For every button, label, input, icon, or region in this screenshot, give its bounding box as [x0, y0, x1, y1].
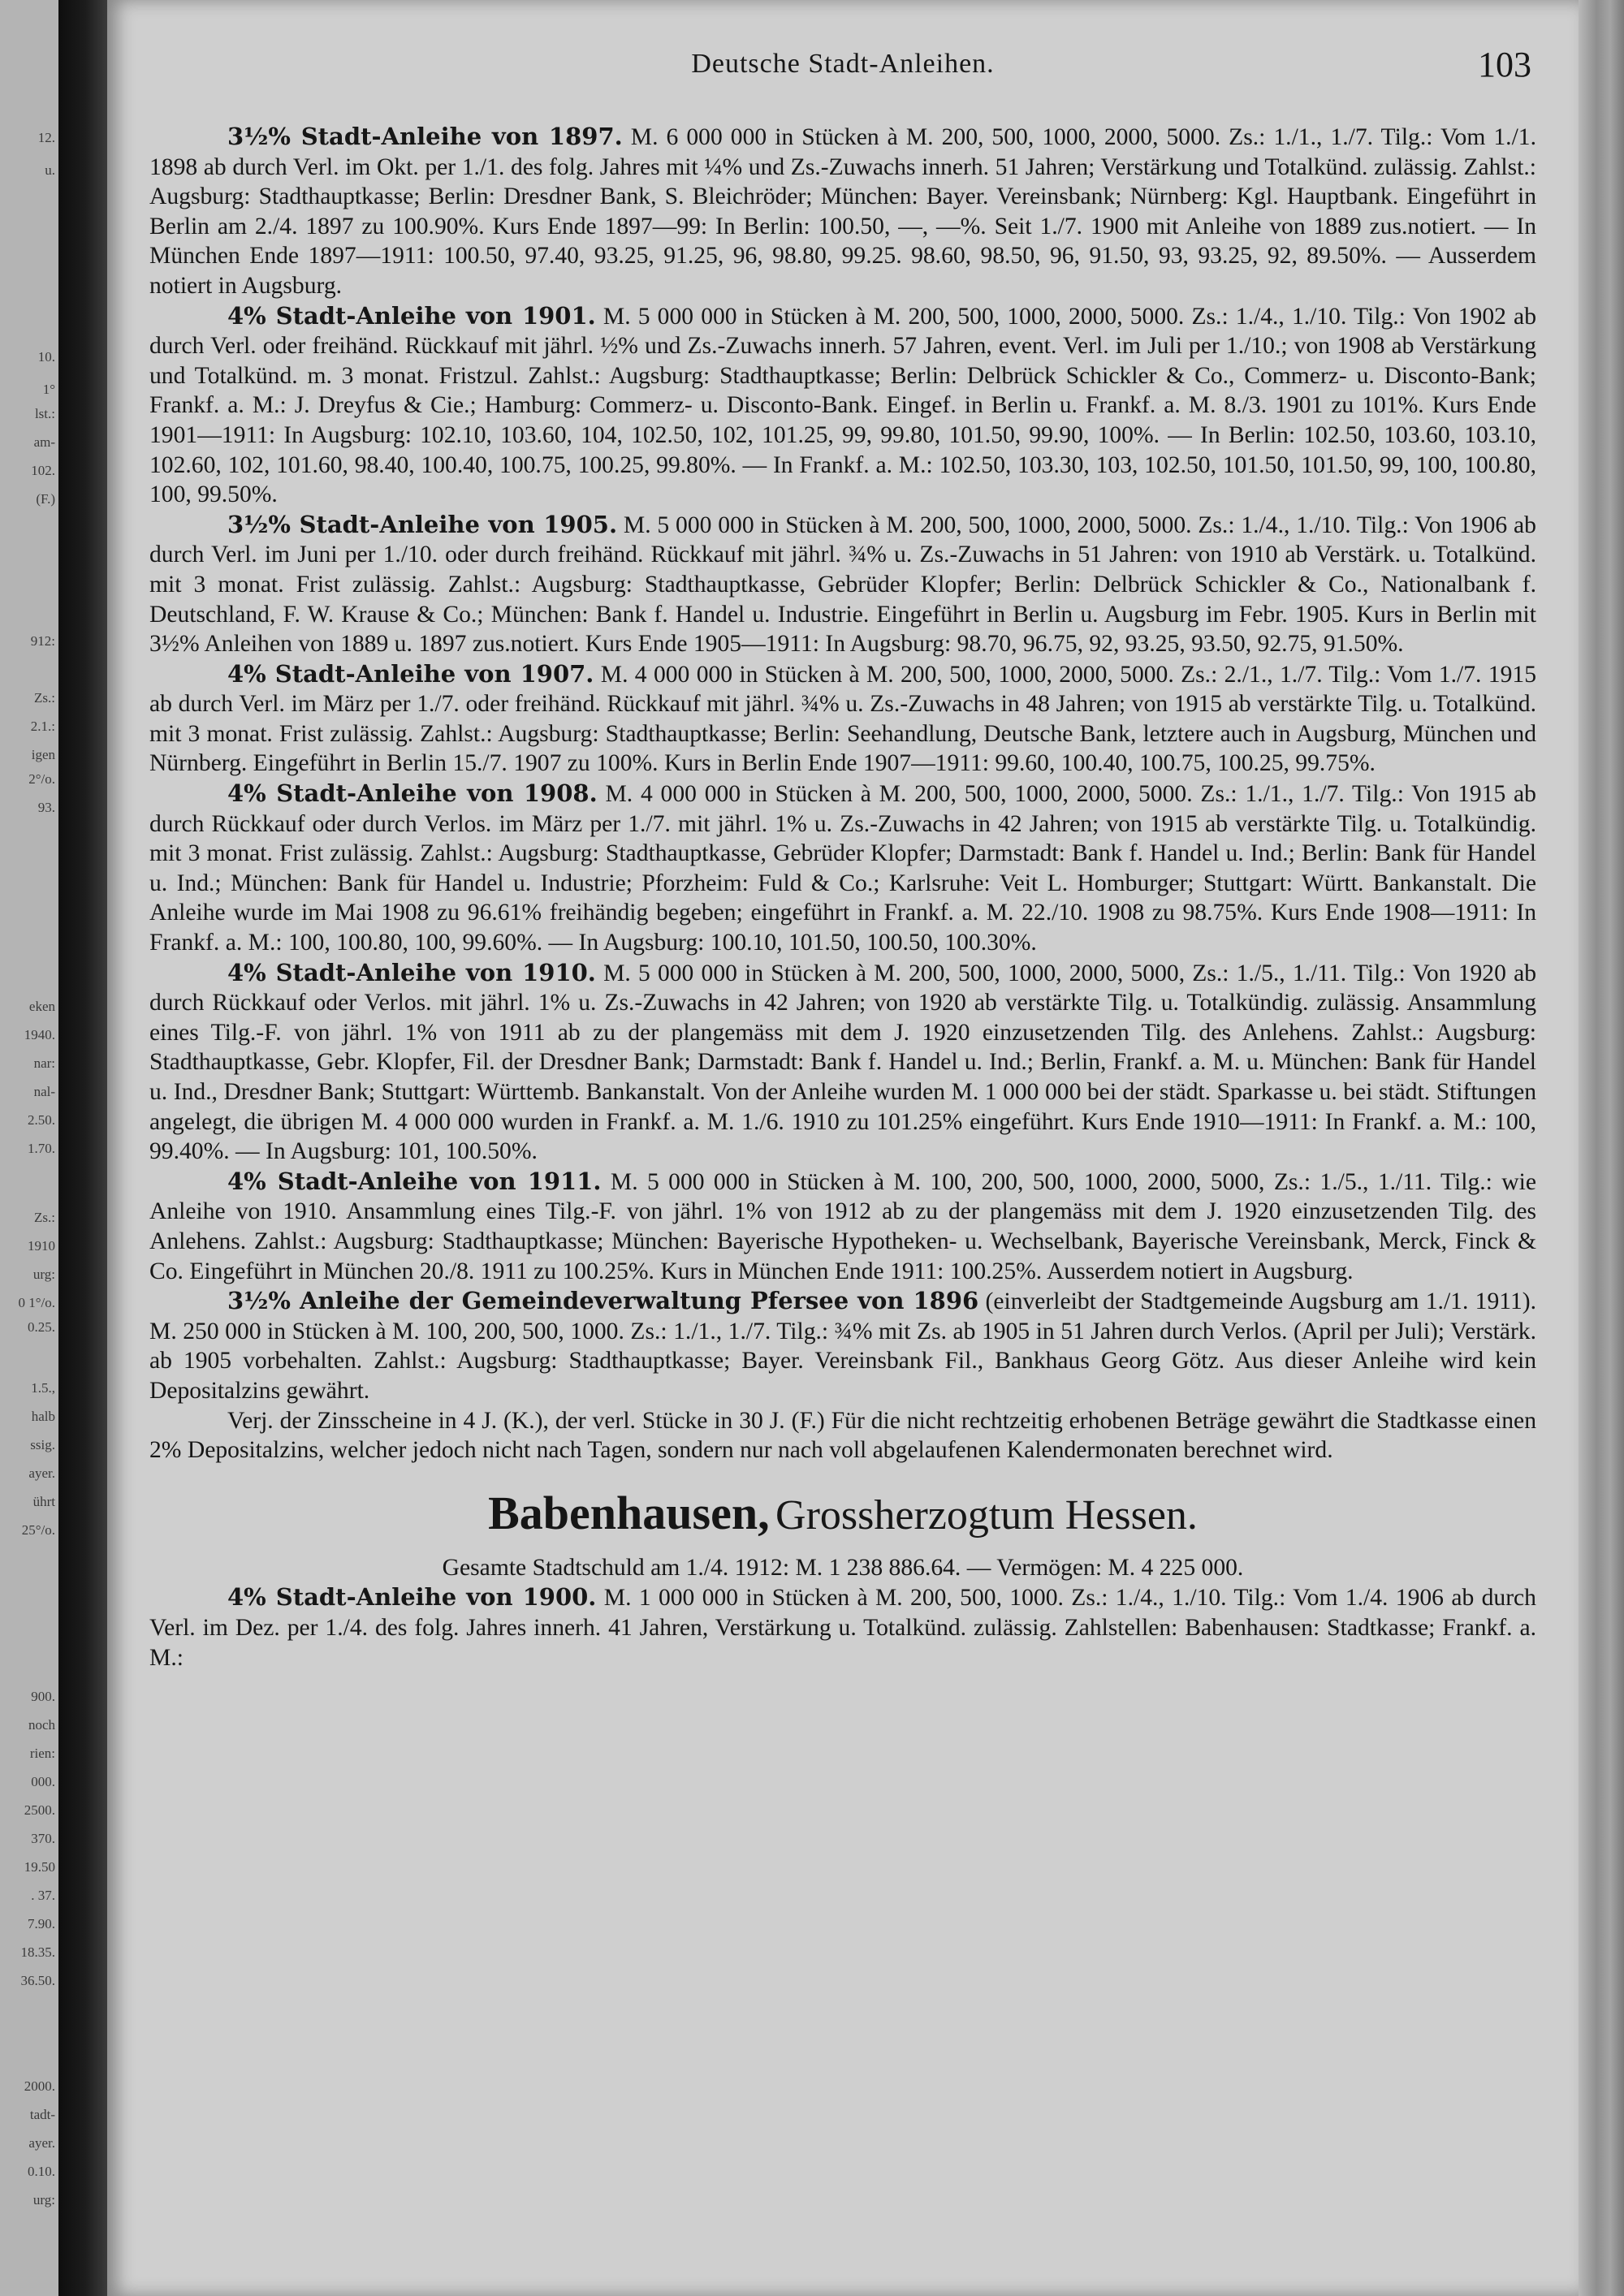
section-loan-entries [149, 1582, 1536, 1672]
adjacent-page-fragment: 18.35. [20, 1944, 55, 1960]
section-region: Grossherzogtum Hessen. [775, 1491, 1198, 1539]
adjacent-page-fragment: 1940. [24, 1027, 55, 1042]
section-debt-line: Gesamte Stadtschuld am 1./4. 1912: M. 1 238 886.64. — Vermögen: M. 4 225 000. [442, 1554, 1244, 1581]
loan-entry-title: 4% Stadt-Anleihe von 1911. [227, 1167, 602, 1195]
loan-entry-text: M. 5 000 000 in Stücken à M. 200, 500, 1000, 2000, 5000, Zs.: 1./5., 1./11. Tilg.: Von 1920 ab durch Rückkauf oder Verlos. mit jährl. 1% u. Zs.-Zuwachs in 42 Jahren; von 1920 ab verstärkte Tilg. u. Totalkündig. zulässig. Ansammlung eines Tilg.-F. von jährl. 1% von 1911 ab zu der plangemäss mit dem J. 1920 einzusetzenden Tilg. des Anlehens. Zahlst.: Augsburg: Stadthauptkasse, Gebr. Klopfer, Fil. der Dresdner Bank; Darmstadt: Bank f. Handel u. Ind.; Berlin, Frankf. a. M. u. München: Bank für Handel u. Ind., Dresdner Bank; Stuttgart: Württemb. Bankanstalt. Von der Anleihe wurden M. 1 000 000 bei der städt. Sparkasse u. bei städt. Stiftungen angelegt, die übrigen M. 4 000 000 wurden in Frankf. a. M. 1./6. 1910 zu 101.25% eingeführt. Kurs Ende 1910—1911: In Frankf. a. M.: 100, 99.40%. — In Augsburg: 101, 100.50%. [149, 960, 1536, 1165]
adjacent-page-fragment: 2000. [24, 2078, 55, 2094]
adjacent-page-fragment: 102. [31, 463, 55, 478]
adjacent-page-fragment: 10. [37, 349, 55, 365]
adjacent-page-fragment: igen [31, 747, 55, 762]
adjacent-page-fragment: rien: [29, 1746, 55, 1761]
adjacent-page-fragment: u. [45, 162, 55, 178]
adjacent-page-fragment: halb [31, 1409, 55, 1424]
adjacent-page-fragment: eken [28, 999, 55, 1014]
adjacent-page-fragment: urg: [32, 2192, 55, 2208]
adjacent-page-fragment: 2.1.: [30, 719, 55, 734]
adjacent-page-fragment: 1910 [28, 1238, 55, 1254]
loan-entry-title: 4% Stadt-Anleihe von 1900. [227, 1583, 597, 1612]
loan-entry-text: M. 4 000 000 in Stücken à M. 200, 500, 1000, 2000, 5000. Zs.: 1./1., 1./7. Tilg.: Von 1915 ab durch Rückkauf oder durch Verlos. im März per 1./7. mit jährl. 1% u. Zs.-Zuwachs in 42 Jahren; von 1915 ab verstärkte Tilg. u. Totalkündig. mit 3 monat. Frist zulässig. Zahlst.: Augsburg: Stadthauptkasse, Gebrüder Klopfer; Darmstadt: Bank f. Handel u. Ind.; Berlin: Bank für Handel u. Ind.; München: Bank für Handel u. Industrie; Pforzheim: Fuld & Co.; Karlsruhe: Veit L. Homburger; Stuttgart: Württ. Bankanstalt. Die Anleihe wurde im Mai 1908 zu 96.61% freihändig begeben; eingeführt in Frankf. a. M. 22./10. 1908 zu 98.75%. Kurs Ende 1908—1911: In Frankf. a. M.: 100, 100.80, 100, 99.60%. — In Augsburg: 100.10, 101.50, 100.50, 100.30%. [149, 781, 1536, 956]
loan-entry-title: 4% Stadt-Anleihe von 1907. [227, 659, 594, 688]
adjacent-page-fragment: 900. [31, 1689, 55, 1704]
page-body [149, 122, 1536, 1672]
loan-entry-title: 4% Stadt-Anleihe von 1910. [227, 958, 596, 986]
loan-entry-title: 3½% Stadt-Anleihe von 1905. [227, 510, 618, 538]
adjacent-page-fragment: tadt- [29, 2107, 55, 2122]
adjacent-page-fragment: 19.50 [24, 1859, 55, 1875]
adjacent-page-fragment: 36.50. [20, 1973, 55, 1988]
adjacent-page-fragment: 0.25. [28, 1319, 55, 1335]
loan-entry [149, 301, 1536, 510]
adjacent-page-fragment: ayer. [28, 1465, 55, 1481]
adjacent-page-fragment: 000. [31, 1774, 55, 1789]
running-title: Deutsche Stadt-Anleihen. [691, 49, 995, 79]
page-edge [1579, 0, 1624, 2296]
adjacent-page-fragment: . 37. [31, 1888, 55, 1903]
adjacent-page-fragment: lst.: [34, 406, 55, 421]
adjacent-page-fragment: Zs.: [34, 690, 55, 706]
adjacent-page-fragment: 2500. [24, 1802, 55, 1818]
loan-entry [149, 1582, 1536, 1672]
adjacent-page-fragment: 1.70. [28, 1141, 55, 1156]
adjacent-page-fragment: 0 1°/o. [18, 1295, 55, 1310]
adjacent-page-fragment: 370. [31, 1831, 55, 1846]
loan-entry [149, 510, 1536, 659]
adjacent-page-fragment: ssig. [30, 1437, 55, 1452]
loan-entry-text: M. 5 000 000 in Stücken à M. 200, 500, 1000, 2000, 5000. Zs.: 1./4., 1./10. Tilg.: Von 1902 ab durch Verl. oder freihänd. Rückkauf mit jährl. ½% und Zs.-Zuwachs innerh. 57 Jahren, event. Verl. im Juli per 1./10.; von 1908 ab Verstärkung und Totalkünd. m. 3 monat. Fristzul. Zahlst.: Augsburg: Stadthauptkasse; Berlin: Delbrück Schickler & Co., Commerz- u. Disconto-Bank; Frankf. a. M.: J. Dreyfus & Cie.; Hamburg: Commerz- u. Disconto-Bank. Eingef. in Berlin u. Frankf. a. M. 8./3. 1901 zu 101%. Kurs Ende 1901—1911: In Augsburg: 102.10, 103.60, 104, 102.50, 102, 101.25, 99, 99.80, 101.50, 99.90, 100%. — In Berlin: 102.50, 103.60, 103.10, 102.60, 102, 101.60, 98.40, 100.40, 100.75, 100.25, 99.80%. — In Frankf. a. M.: 102.50, 103.30, 103, 102.50, 101.50, 101.50, 99, 100, 100.80, 100, 99.50%. [149, 303, 1536, 508]
adjacent-page-strip [0, 0, 58, 2296]
loan-entries [149, 122, 1536, 1465]
loan-entry-title: 4% Stadt-Anleihe von 1901. [227, 301, 596, 330]
adjacent-page-fragment: (F.) [36, 491, 55, 507]
loan-entry [149, 779, 1536, 958]
adjacent-page-fragment: 93. [37, 800, 55, 815]
adjacent-page-fragment: 1° [42, 382, 55, 397]
adjacent-page-fragment: 12. [37, 130, 55, 145]
section-city-name: Babenhausen, [488, 1486, 770, 1539]
adjacent-page-fragment: ayer. [28, 2135, 55, 2151]
adjacent-page-fragment: 912: [30, 633, 55, 649]
loan-entry-title: 3½% Stadt-Anleihe von 1897. [227, 123, 623, 150]
adjacent-page-fragment: am- [33, 434, 55, 450]
page-header [154, 45, 1531, 89]
adjacent-page-fragment: nal- [33, 1084, 55, 1099]
loan-entry [149, 1167, 1536, 1286]
loan-entry [149, 958, 1536, 1167]
loan-entry [149, 1406, 1536, 1465]
loan-entry [149, 659, 1536, 779]
loan-entry-text: M. 5 000 000 in Stücken à M. 100, 200, 500, 1000, 2000, 5000, Zs.: 1./5., 1./11. Tilg.: wie Anleihe von 1910. Ansammlung eines Tilg.-F. von jährl. 1% von 1912 ab zu der plangemäss mit dem J. 1920 einzusetzenden Tilg. des Anlehens. Zahlst.: Augsburg: Stadthauptkasse; München: Bayerische Hypotheken- u. Wechselbank, Bayerische Vereinsbank, Merck, Finck & Co. Eingeführt in München 20./8. 1911 zu 100.25%. Kurs in München Ende 1911: 100.25%. Ausserdem notiert in Augsburg. [149, 1168, 1536, 1284]
loan-entry-text: (einverleibt der Stadtgemeinde Augsburg am 1./1. 1911). M. 250 000 in Stücken à M. 100, 200, 500, 1000. Zs.: 1./1., 1./7. Tilg.: ¾% mit Zs. ab 1905 in 51 Jahren durch Verlos. (April per Juli); Verstärk. ab 1905 vorbehalten. Zahlst.: Augsburg: Stadthauptkasse; Bayer. Vereinsbank Fil., Bankhaus Georg Götz. Aus dieser Anleihe wird kein Depositalzins gewährt. [149, 1288, 1537, 1404]
adjacent-page-fragment: 0.10. [28, 2164, 55, 2179]
adjacent-page-fragment: 7.90. [28, 1916, 55, 1931]
loan-entry [149, 1286, 1536, 1405]
loan-entry-title: 3½% Anleihe der Gemeindeverwaltung Pfersee von 1896 [227, 1287, 979, 1315]
loan-entry-text: M. 6 000 000 in Stücken à M. 200, 500, 1000, 2000, 5000. Zs.: 1./1., 1./7. Tilg.: Vom 1./1. 1898 ab durch Verl. im Okt. per 1./1. des folg. Jahres mit ¼% und Zs.-Zuwachs innerh. 51 Jahren; Verstärkung und Totalkünd. zulässig. Zahlst.: Augsburg: Stadthauptkasse; Berlin: Dresdner Bank, S. Bleichröder; München: Bayer. Vereinsbank; Nürnberg: Kgl. Hauptbank. Eingeführt in Berlin am 2./4. 1897 zu 100.90%. Kurs Ende 1897—99: In Berlin: 100.50, —, —%. Seit 1./7. 1900 mit Anleihe von 1889 zus.notiert. — In München Ende 1897—1911: 100.50, 97.40, 93.25, 91.25, 96, 98.80, 99.25. 98.60, 98.50, 96, 91.50, 93, 93.25, 92, 89.50%. — Ausserdem notiert in Augsburg. [149, 124, 1536, 299]
loan-entry [149, 122, 1536, 301]
adjacent-page-fragment: 2°/o. [28, 771, 55, 787]
adjacent-page-fragment: ührt [32, 1494, 55, 1509]
adjacent-page-fragment: 1.5., [31, 1380, 55, 1396]
adjacent-page-fragment: 25°/o. [21, 1522, 55, 1538]
adjacent-page-fragment: Zs.: [34, 1210, 55, 1225]
loan-entry-text: M. 4 000 000 in Stücken à M. 200, 500, 1000, 2000, 5000. Zs.: 2./1., 1./7. Tilg.: Vom 1./7. 1915 ab durch Verl. im März per 1./7. oder freihänd. Rückkauf mit jährl. ¾% u. Zs.-Zuwachs in 48 Jahren; von 1915 ab verstärkte Tilg. u. Totalkünd. mit 3 monat. Frist zulässig. Zahlst.: Augsburg: Stadthauptkasse; Berlin: Seehandlung, Deutsche Bank, letztere auch in Augsburg, München und Nürnberg. Eingeführt in Berlin 15./7. 1907 zu 100%. Kurs in Berlin Ende 1907—1911: 99.60, 100.40, 100.75, 100.25, 99.75%. [149, 661, 1536, 777]
document-page [107, 0, 1579, 2296]
loan-entry-text: Verj. der Zinsscheine in 4 J. (K.), der verl. Stücke in 30 J. (F.) Für die nicht rechtzeitig erhobenen Beträge gewährt die Stadtkasse einen 2% Depositalzins, welcher jedoch nicht nach Tagen, sondern nur nach voll abgelaufenen Kalendermonaten berechnet wird. [149, 1407, 1536, 1464]
page-number: 103 [1478, 45, 1531, 84]
loan-entry-text: M. 1 000 000 in Stücken à M. 200, 500, 1000. Zs.: 1./4., 1./10. Tilg.: Vom 1./4. 1906 ab durch Verl. im Dez. per 1./4. des folg. Jahres innerh. 41 Jahren, Verstärkung u. Totalkünd. zulässig. Zahlstellen: Babenhausen: Stadtkasse; Frankf. a. M.: [149, 1585, 1536, 1671]
loan-entry-text: M. 5 000 000 in Stücken à M. 200, 500, 1000, 2000, 5000. Zs.: 1./4., 1./10. Tilg.: Von 1906 ab durch Verl. im Juni per 1./10. oder durch freihänd. Rückkauf mit jährl. ¾% u. Zs.-Zuwachs in 51 Jahren: von 1910 ab Verstärk. u. Totalkünd. mit 3 monat. Frist zulässig. Zahlst.: Augsburg: Stadthauptkasse, Gebrüder Klopfer; Berlin: Delbrück Schickler & Co., Nationalbank f. Deutschland, F. W. Krause & Co.; München: Bank f. Handel u. Industrie. Eingeführt in Berlin u. Augsburg im Febr. 1905. Kurs in Berlin mit 3½% Anleihen von 1889 u. 1897 zus.notiert. Kurs Ende 1905—1911: In Augsburg: 98.70, 96.75, 92, 93.25, 93.50, 92.75, 91.50%. [149, 511, 1536, 658]
adjacent-page-fragment: 2.50. [28, 1112, 55, 1128]
book-gutter [58, 0, 107, 2296]
adjacent-page-fragment: urg: [32, 1267, 55, 1282]
loan-entry-title: 4% Stadt-Anleihe von 1908. [227, 779, 598, 808]
adjacent-page-fragment: noch [28, 1717, 55, 1733]
adjacent-page-fragment: nar: [33, 1055, 55, 1071]
section-heading [149, 1485, 1536, 1550]
